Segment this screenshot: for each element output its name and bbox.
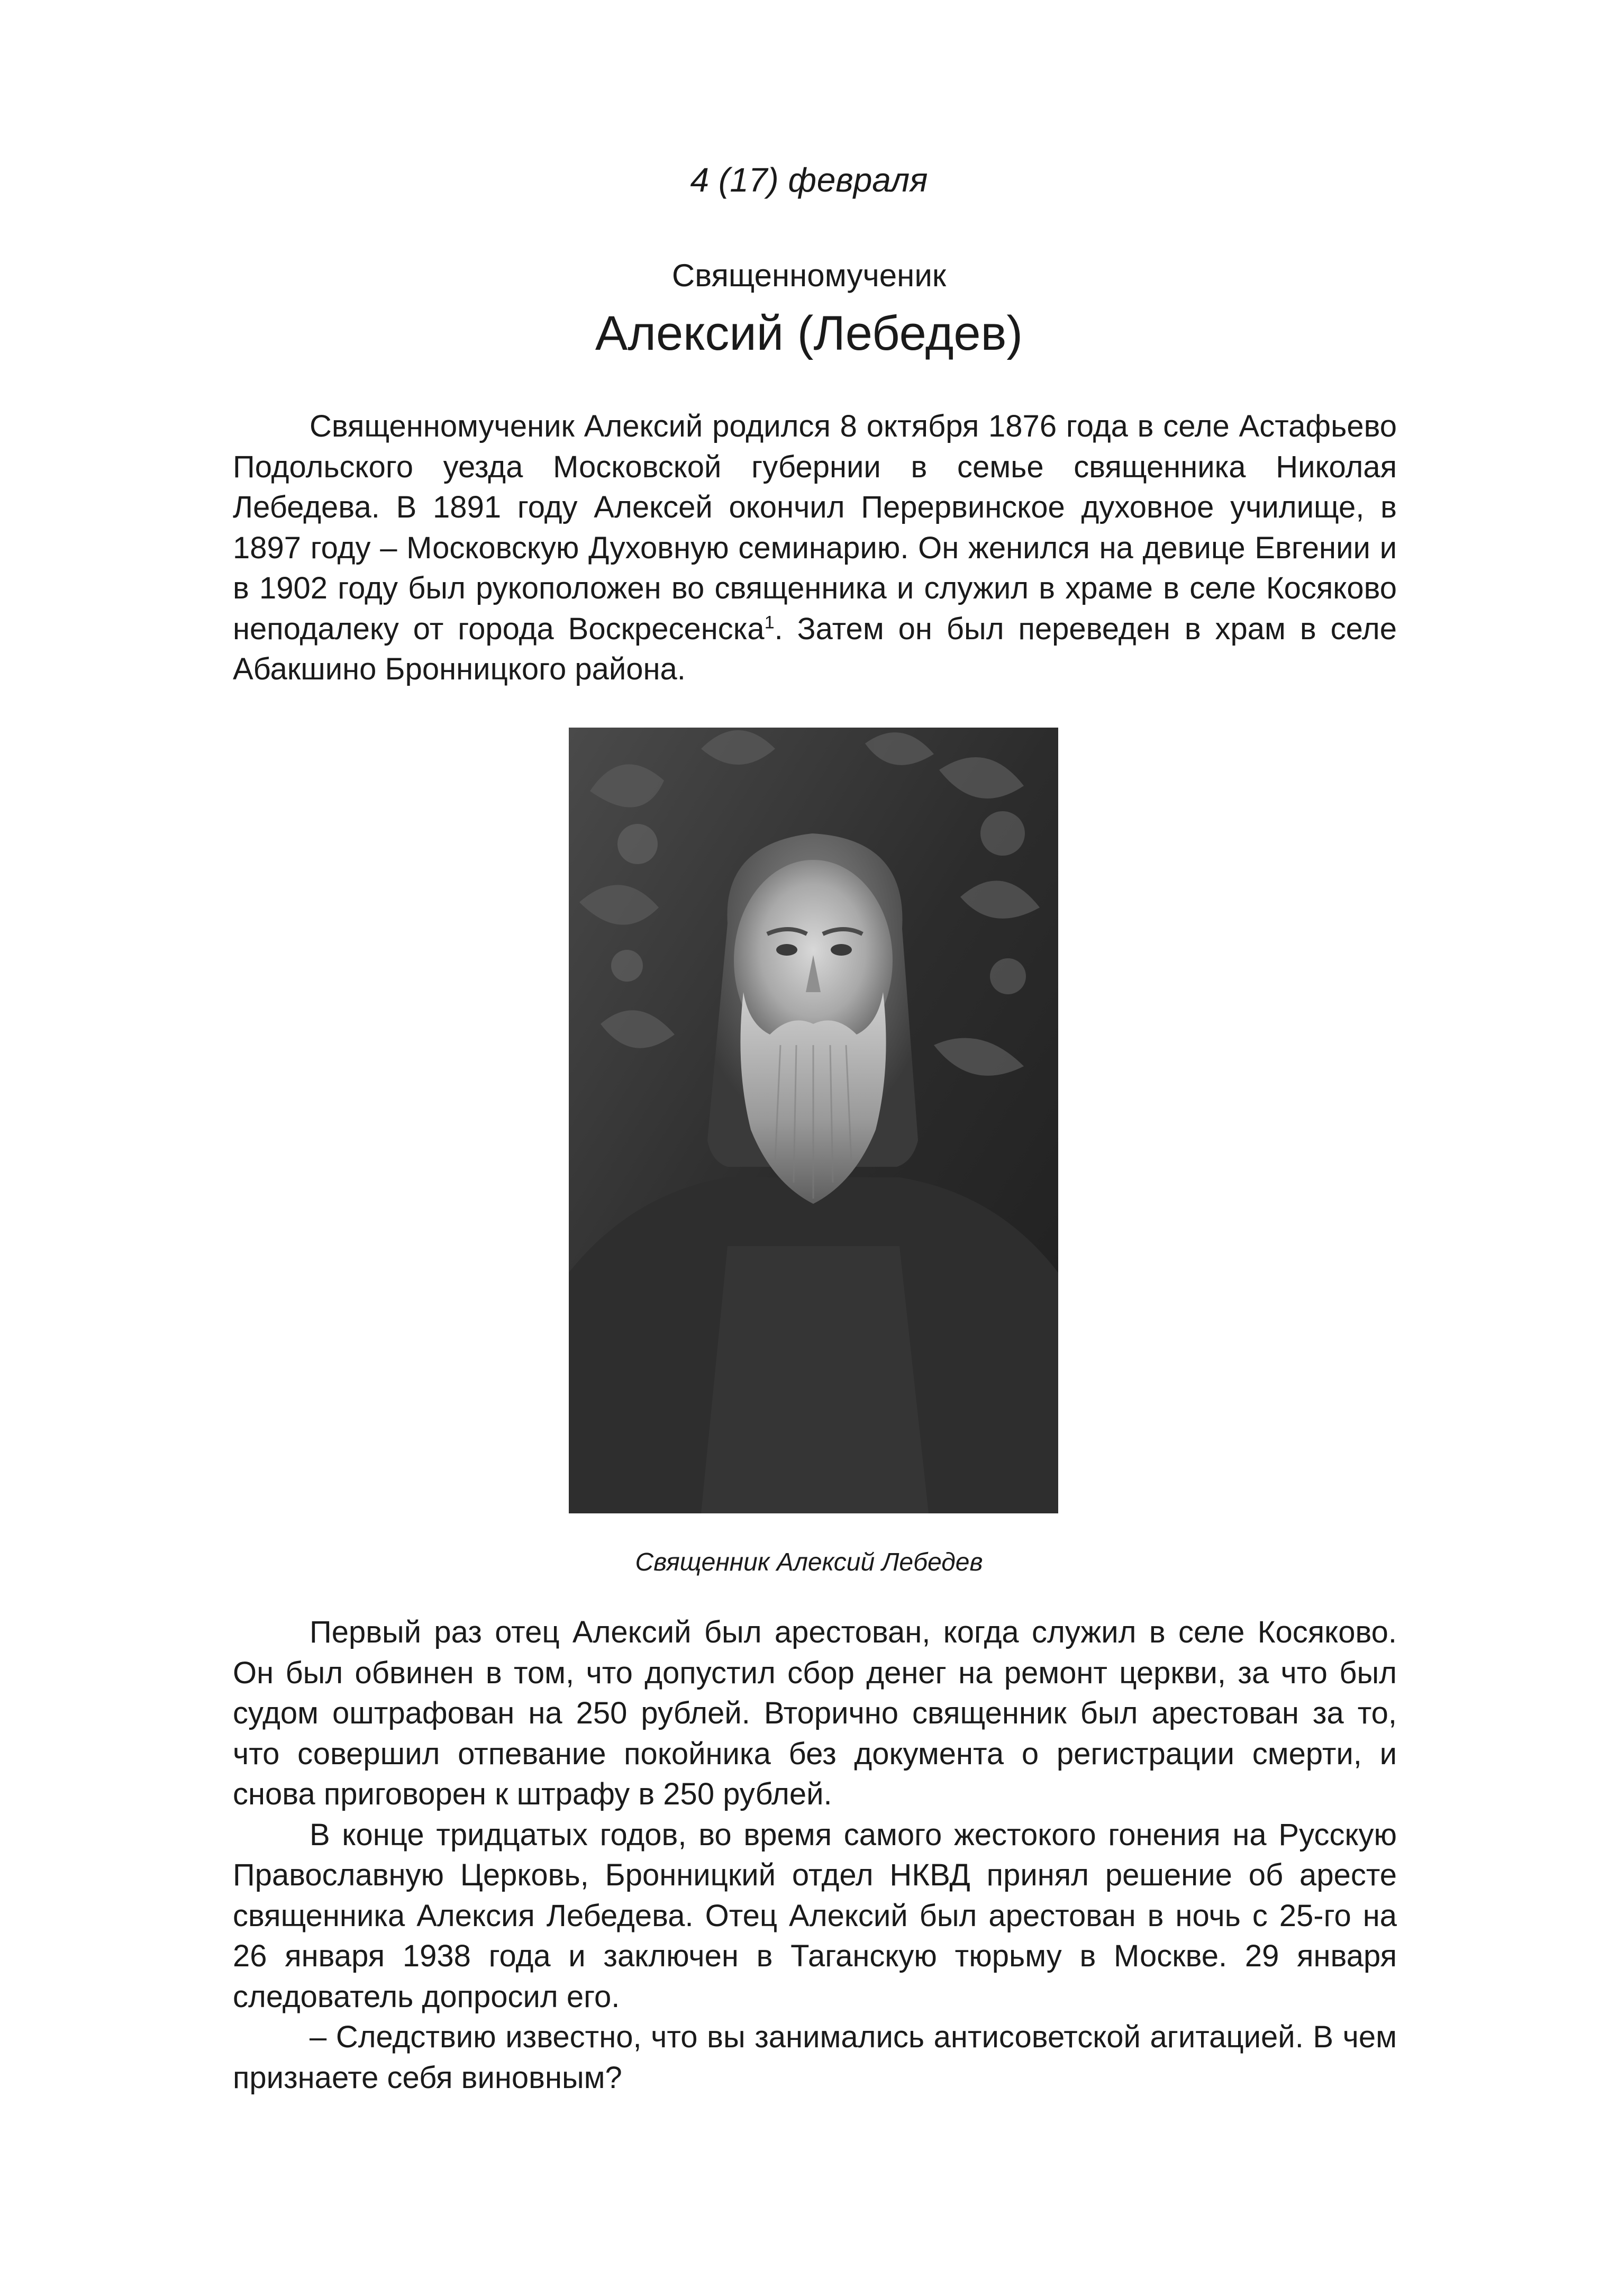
- paragraph: [233, 406, 1397, 690]
- paragraph-text: . Затем он был переведен в храм в селе Абакшино Бронницкого района.: [233, 611, 1397, 686]
- biography-continued: [233, 1612, 1397, 2098]
- paragraph-text: Священномученик Алексий родился 8 октября 1876 года в селе Астафьево Подольского уезда Московской губернии в семье священника Николая Лебедева. В 1891 году Алексей окончил Перервинское духовное училище, в 1897 году – Московскую Духовную семинарию. Он женился на девице Евгении и в 1902 году был рукоположен во священника и служил в храме в селе Косяково неподалеку от города Воскресенска: [233, 409, 1397, 646]
- feast-date: 4 (17) февраля: [690, 161, 928, 199]
- paragraph: Первый раз отец Алексий был арестован, когда служил в селе Косяково. Он был обвинен в том, что допустил сбор денег на ремонт церкви, за что был судом оштрафован на 250 рублей. Вторично священник был арестован за то, что совершил отпевание покойника без документа о регистрации смерти, и снова приговорен к штрафу в 250 рублей.: [233, 1615, 1397, 1811]
- page-title: Алексий (Лебедев): [595, 306, 1023, 360]
- photo-caption: Священник Алексий Лебедев: [635, 1548, 983, 1576]
- footnote-mark[interactable]: 1: [764, 612, 775, 633]
- portrait-photo: [569, 728, 1058, 1513]
- saint-rank: Священномученик: [671, 258, 947, 293]
- paragraph: В конце тридцатых годов, во время самого жестокого гонения на Русскую Православную Церковь, Бронницкий отдел НКВД принял решение об аресте священника Алексия Лебедева. Отец Алексий был арестован в ночь с 25-го на 26 января 1938 года и заключен в Таганскую тюрьму в Москве. 29 января следователь допросил его.: [233, 1817, 1397, 2014]
- biography-intro: [233, 406, 1397, 690]
- paragraph: – Следствию известно, что вы занимались антисоветской агитацией. В чем признаете себя виновным?: [233, 2020, 1397, 2095]
